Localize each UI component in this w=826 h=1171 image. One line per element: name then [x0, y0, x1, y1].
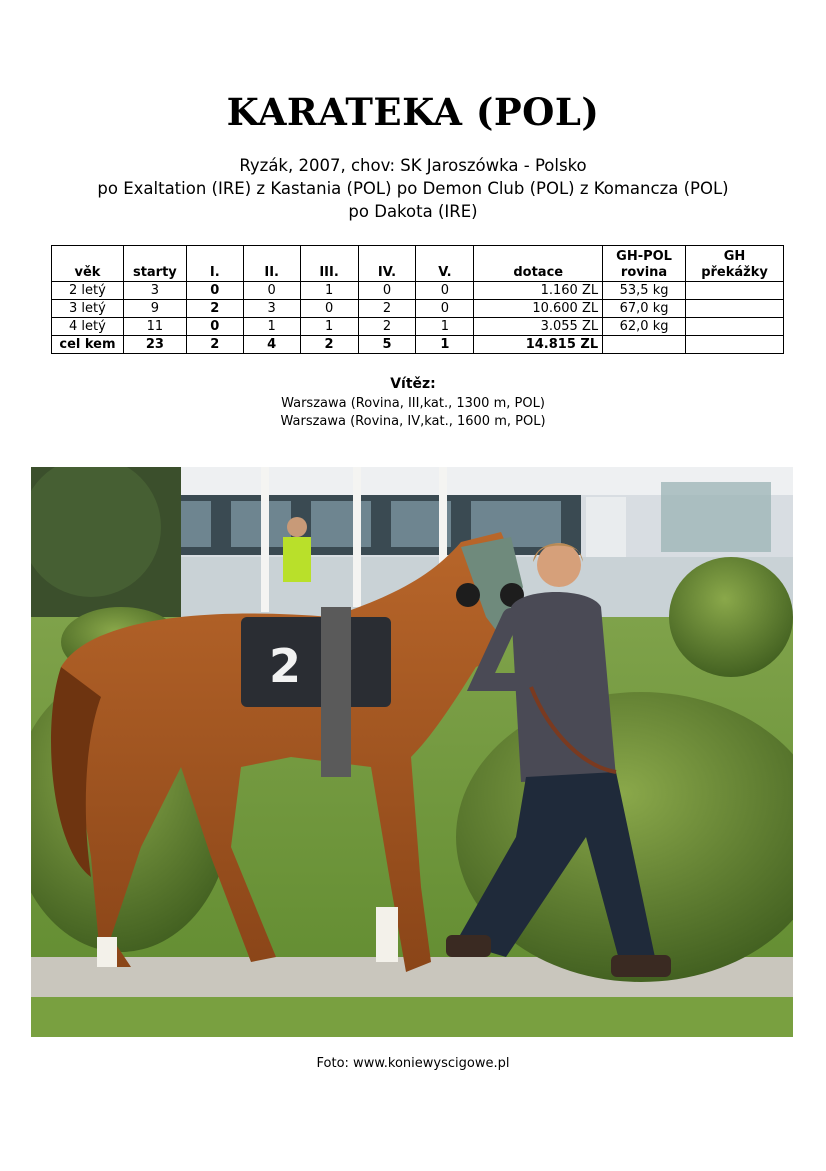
pedigree-line-2: po Dakota (IRE): [348, 202, 478, 221]
header-cell: IV.: [358, 246, 416, 282]
horse-photo: [31, 467, 793, 1037]
table-cell: 5: [358, 336, 416, 354]
table-cell: 0: [416, 300, 474, 318]
table-cell: 53,5 kg: [603, 282, 686, 300]
header-cell: III.: [300, 246, 358, 282]
table-cell: 2: [186, 300, 243, 318]
table-cell: 14.815 ZL: [474, 336, 603, 354]
table-cell: 3: [123, 282, 186, 300]
table-cell: 1: [300, 282, 358, 300]
header-cell: starty: [123, 246, 186, 282]
table-cell: 3.055 ZL: [474, 318, 603, 336]
table-cell: [686, 282, 784, 300]
table-cell: 23: [123, 336, 186, 354]
table-cell: 2: [186, 336, 243, 354]
photo-credit: Foto: www.koniewyscigowe.pl: [316, 1056, 510, 1071]
table-row: [52, 318, 784, 336]
header-cell: GH překážky: [686, 246, 784, 282]
table-cell: 2: [358, 300, 416, 318]
table-row: [52, 282, 784, 300]
table-cell: 62,0 kg: [603, 318, 686, 336]
table-cell: [686, 300, 784, 318]
table-cell: 0: [186, 282, 243, 300]
saddlecloth-number: 2: [269, 639, 302, 693]
table-cell: 3 letý: [52, 300, 124, 318]
winner-race: Warszawa (Rovina, IV,kat., 1600 m, POL): [280, 414, 546, 429]
header-cell: dotace: [474, 246, 603, 282]
table-cell: 10.600 ZL: [474, 300, 603, 318]
winner-heading: Vítěz:: [390, 376, 436, 392]
table-cell: 9: [123, 300, 186, 318]
header-cell: GH-POL rovina: [603, 246, 686, 282]
header-cell: V.: [416, 246, 474, 282]
table-cell: [686, 336, 784, 354]
table-header-row: [52, 246, 784, 282]
pedigree-line: po Exaltation (IRE) z Kastania (POL) po Demon Club (POL) z Komancza (POL): [97, 179, 729, 198]
table-cell: 0: [243, 282, 300, 300]
header-cell: I.: [186, 246, 243, 282]
header-cell: věk: [52, 246, 124, 282]
table-cell: [686, 318, 784, 336]
table-cell: 1: [300, 318, 358, 336]
table-cell: 1: [416, 336, 474, 354]
table-total-row: [52, 336, 784, 354]
table-cell: 0: [416, 282, 474, 300]
winner-race: Warszawa (Rovina, III,kat., 1300 m, POL): [281, 396, 545, 411]
table-cell: 4 letý: [52, 318, 124, 336]
table-cell: 2: [300, 336, 358, 354]
table-row: [52, 300, 784, 318]
table-cell: 67,0 kg: [603, 300, 686, 318]
table-cell: 1: [416, 318, 474, 336]
table-cell: 1.160 ZL: [474, 282, 603, 300]
table-cell: cel kem: [52, 336, 124, 354]
table-cell: [603, 336, 686, 354]
table-cell: 2: [358, 318, 416, 336]
table-cell: 2 letý: [52, 282, 124, 300]
table-cell: 1: [243, 318, 300, 336]
table-cell: 3: [243, 300, 300, 318]
race-record-table: [51, 245, 784, 354]
table-cell: 0: [358, 282, 416, 300]
table-cell: 0: [186, 318, 243, 336]
table-cell: 0: [300, 300, 358, 318]
breeding-line: Ryzák, 2007, chov: SK Jaroszówka - Polsko: [239, 156, 587, 175]
table-cell: 4: [243, 336, 300, 354]
table-cell: 11: [123, 318, 186, 336]
header-cell: II.: [243, 246, 300, 282]
horse-name-title: KARATEKA (POL): [226, 90, 600, 134]
